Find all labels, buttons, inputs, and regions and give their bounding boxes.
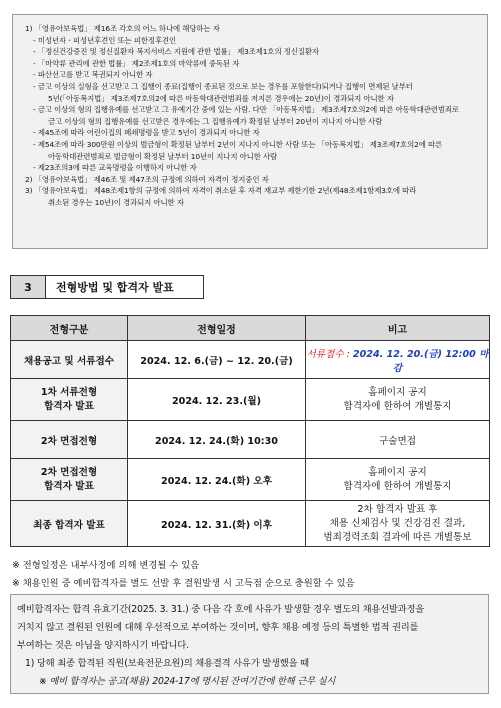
row-type-line: 합격자 발표	[44, 400, 94, 412]
table-row	[11, 379, 490, 421]
box-line: - 미성년자ㆍ피성년후견인 또는 피한정후견인	[33, 35, 177, 45]
table-row	[11, 501, 490, 547]
header-note: 비고	[306, 316, 490, 341]
row-date: 2024. 12. 24.(화) 10:30	[128, 421, 306, 459]
schedule-table	[10, 315, 490, 547]
row-note-line: 범죄경력조회 결과에 따른 개별통보	[323, 531, 472, 543]
row-note	[306, 459, 490, 501]
row-type	[11, 459, 128, 501]
table-header-row	[11, 316, 490, 341]
row-type: 채용공고 및 서류접수	[11, 341, 128, 379]
section-number: 3	[10, 275, 46, 299]
row-type: 2차 면접전형	[11, 421, 128, 459]
box-line: - 금고 이상의 형의 집행유예를 선고받고 그 유예기간 중에 있는 사람. 다만 「아동복지법」 제3조제7호의2에 따른 아동학대관련범죄로	[33, 105, 459, 115]
row-date: 2024. 12. 23.(월)	[128, 379, 306, 421]
row-note	[306, 501, 490, 547]
row-date: 2024. 12. 6.(금) ~ 12. 20.(금)	[128, 341, 306, 379]
row-note-line: 채용 신체검사 및 건강검진 결과,	[329, 517, 466, 529]
row-type: 최종 합격자 발표	[11, 501, 128, 547]
table-row	[11, 421, 490, 459]
box-line: - 「정신건강증진 및 정신질환자 복지서비스 지원에 관한 법률」 제3조제1호의 정신질환자	[33, 47, 319, 57]
box-line: - 제54조에 따라 300만원 이상의 벌금형이 확정된 날부터 2년이 지나지 아니한 사람 또는 「아동복지법」 제3조제7호의2에 따른	[33, 139, 443, 149]
row-note	[306, 379, 490, 421]
box-line: - 파산선고를 받고 복권되지 아니한 자	[33, 70, 153, 80]
row-date: 2024. 12. 31.(화) 이후	[128, 501, 306, 547]
section-heading	[10, 275, 204, 299]
box-line: 3) 「영유아보육법」 제48조제1항의 규정에 의하여 자격이 취소된 후 자격 재교부 제한기한 2년(제48조제1항제3호에 따라	[25, 186, 417, 196]
schedule-note: ※ 전형일정은 내부사정에 의해 변경될 수 있음	[12, 560, 200, 571]
box-line: 1) 「영유아보육법」 제16조 각호의 어느 하나에 해당하는 자	[25, 24, 220, 33]
row-note-line: 홈페이지 공지	[368, 466, 427, 478]
row-type-line: 2차 면접전형	[40, 466, 98, 478]
box-line: 취소된 경우는 10년)이 경과되지 아니한 자	[48, 197, 184, 207]
row-date: 2024. 12. 24.(화) 오후	[128, 459, 306, 501]
box-line: - 「마약류 관리에 관한 법률」 제2조제1호의 마약류에 중독된 자	[33, 58, 240, 68]
row-type	[11, 379, 128, 421]
row-note-line: 합격자에 한하여 개별통지	[343, 400, 452, 412]
reserve-item: 1) 당해 최종 합격된 직원(보육전문요원)의 채용결격 사유가 발생했을 때	[25, 658, 309, 669]
box-line: - 제45조에 따라 어린이집의 폐쇄명령을 받고 5년이 경과되지 아니한 자	[33, 128, 260, 138]
reserve-line: 거치지 않고 결원된 인원에 대해 우선적으로 부여하는 것이며, 향후 채용 예정 등의 특별한 법적 권리를	[17, 622, 419, 633]
header-date: 전형일정	[128, 316, 306, 341]
note-deadline: 2024. 12. 20.(금) 12:00 마감	[352, 348, 489, 374]
reserve-line: 부여하는 것은 아님을 양지하시기 바랍니다.	[17, 640, 189, 651]
box-line: - 제23조의3에 따른 교육명령을 이행하지 아니한 자	[33, 163, 197, 173]
reserve-line: 예비합격자는 합격 유효기간(2025. 3. 31.) 중 다음 각 호에 사유가 발생할 경우 별도의 채용선발과정을	[17, 604, 425, 615]
box-line: 2) 「영유아보육법」 제46조 및 제47조의 규정에 의하여 자격이 정지중인 자	[25, 174, 269, 184]
row-note-line: 2차 합격자 발표 후	[357, 503, 438, 515]
row-type-line: 1차 서류전형	[40, 386, 98, 398]
reserve-candidate-box	[10, 594, 489, 694]
row-type-line: 합격자 발표	[44, 480, 94, 492]
table-row	[11, 459, 490, 501]
schedule-note: ※ 채용인원 중 예비합격자를 별도 선발 후 결원발생 시 고득점 순으로 충원할 수 있음	[12, 578, 355, 589]
disqualification-box	[12, 14, 488, 249]
box-line: - 금고 이상의 실형을 선고받고 그 집행이 종료(집행이 종료된 것으로 보는 경우를 포함한다)되거나 집행이 면제된 날부터	[33, 81, 413, 91]
reserve-italic-note: ※ 예비 합격자는 공고(채용) 2024-17에 명시된 잔여기간에 한해 근무 실시	[39, 676, 336, 687]
row-note-line: 홈페이지 공지	[368, 386, 427, 398]
row-note-line: 합격자에 한하여 개별통지	[343, 480, 452, 492]
box-line: 아동학대관련범죄로 벌금형이 확정된 날부터 10년이 지나지 아니한 사람	[48, 151, 278, 161]
box-line: 5년(「아동복지법」 제3조제7호의2에 따른 아동학대관련범죄를 저지른 경우에는 20년)이 경과되지 아니한 자	[48, 93, 394, 103]
row-note: 구술면접	[306, 421, 490, 459]
section-title: 전형방법 및 합격자 발표	[46, 275, 204, 299]
row-note	[306, 341, 490, 379]
table-row	[11, 341, 490, 379]
note-prefix: 서류접수 :	[306, 348, 353, 360]
header-type: 전형구분	[11, 316, 128, 341]
box-line: 금고 이상의 형의 집행유예를 선고받은 경우에는 그 집행유예가 확정된 날부터 20년이 지나지 아니한 사람	[48, 116, 383, 126]
